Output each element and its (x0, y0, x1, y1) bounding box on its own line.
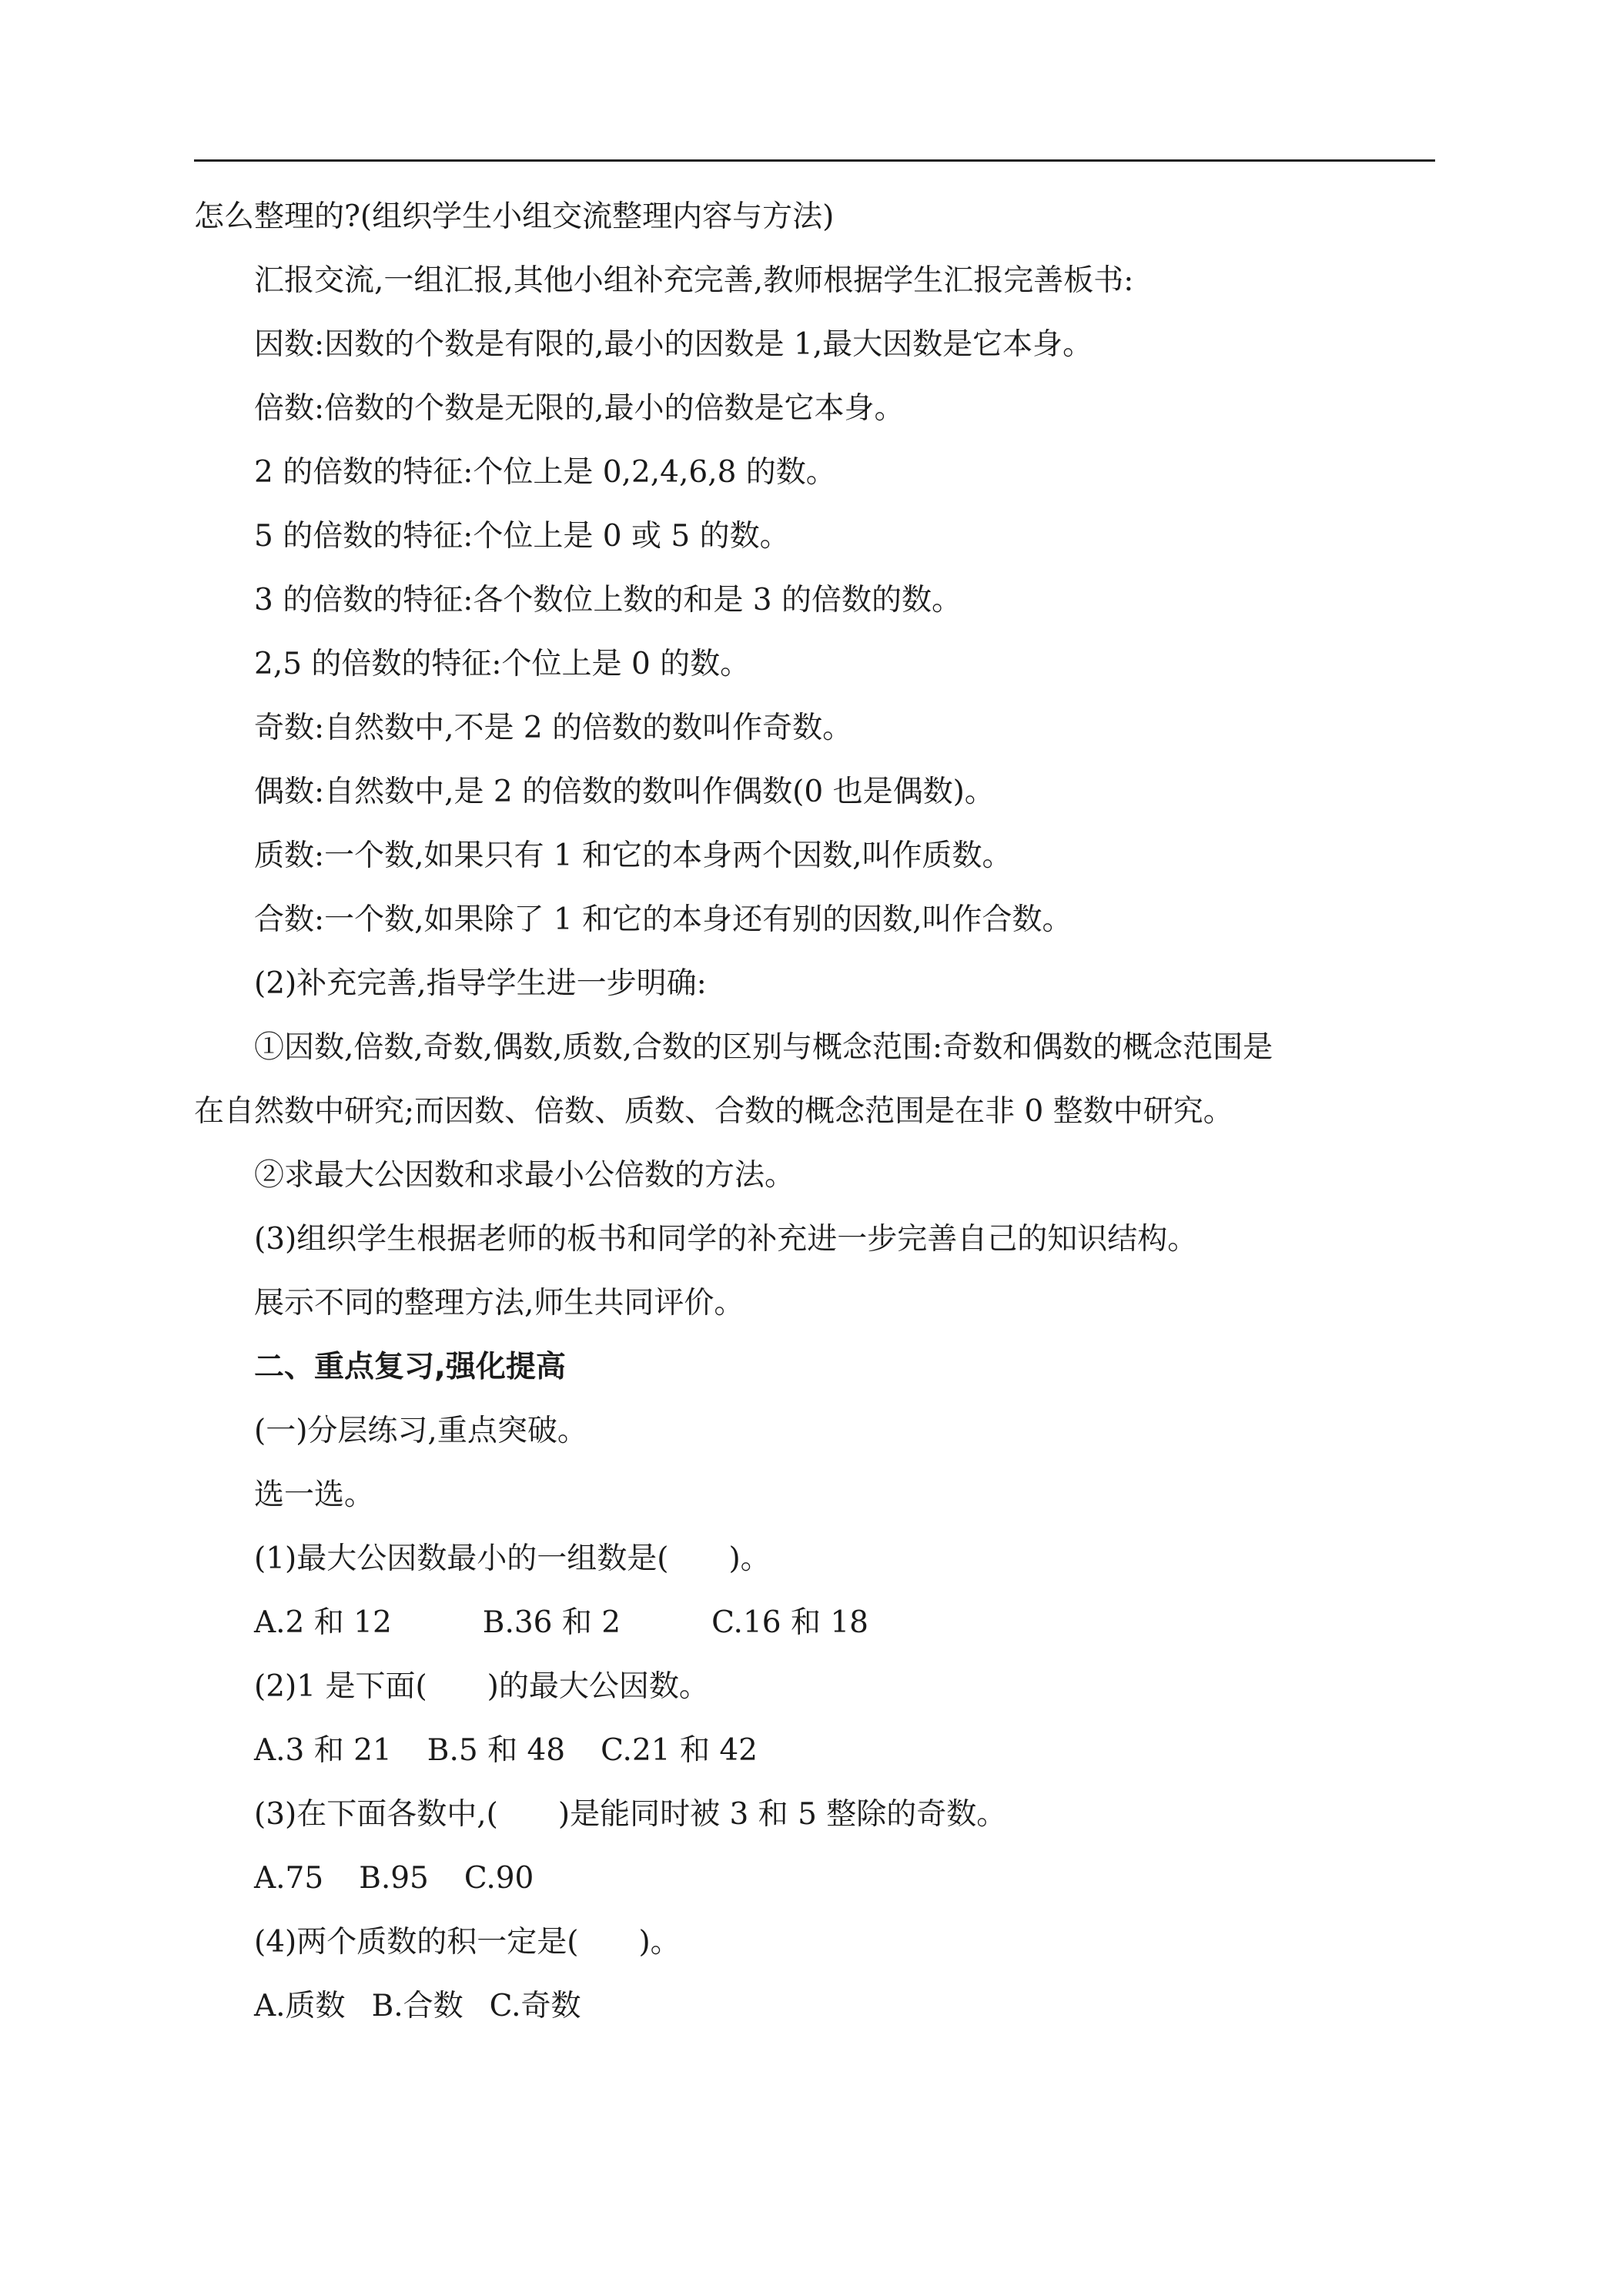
paragraph-line: 展示不同的整理方法,师生共同评价。 (254, 1286, 745, 1320)
paragraph-line: (2)补充完善,指导学生进一步明确: (254, 966, 707, 1001)
question-stem: (1)最大公因数最小的一组数是( )。 (254, 1541, 771, 1576)
paragraph-line: 汇报交流,一组汇报,其他小组补充完善,教师根据学生汇报完善板书: (254, 263, 1134, 298)
paragraph-line: (3)组织学生根据老师的板书和同学的补充进一步完善自己的知识结构。 (254, 1222, 1198, 1257)
question-stem: (3)在下面各数中,( )是能同时被 3 和 5 整除的奇数。 (254, 1797, 1007, 1832)
question-options (194, 1719, 1435, 1782)
definition-multiple: 倍数:倍数的个数是无限的,最小的倍数是它本身。 (254, 391, 905, 426)
header-rule (194, 159, 1435, 162)
option-a: A.质数 (254, 1989, 346, 2023)
question-options (194, 1846, 1435, 1910)
option-b: B.95 (359, 1861, 429, 1896)
option-b: B.5 和 48 (427, 1733, 566, 1768)
option-a: A.2 和 12 (254, 1605, 392, 1640)
document-body (194, 185, 1435, 2038)
rule-multiple-of-2: 2 的倍数的特征:个位上是 0,2,4,6,8 的数。 (254, 455, 836, 490)
question-options (194, 1974, 1435, 2038)
definition-even: 偶数:自然数中,是 2 的倍数的数叫作偶数(0 也是偶数)。 (254, 775, 995, 809)
paragraph-line: 在自然数中研究;而因数、倍数、质数、合数的概念范围是在非 0 整数中研究。 (194, 1094, 1233, 1129)
option-b: B.36 和 2 (482, 1605, 621, 1640)
option-c: C.16 和 18 (711, 1605, 868, 1640)
option-a: A.3 和 21 (254, 1733, 392, 1768)
option-b: B.合数 (371, 1989, 463, 2023)
paragraph-line: 怎么整理的?(组织学生小组交流整理内容与方法) (194, 199, 835, 234)
question-stem: (4)两个质数的积一定是( )。 (254, 1925, 681, 1960)
section-heading: 二、重点复习,强化提高 (254, 1350, 566, 1384)
paragraph-line: ②求最大公因数和求最小公倍数的方法。 (254, 1158, 795, 1193)
rule-multiple-of-5: 5 的倍数的特征:个位上是 0 或 5 的数。 (254, 519, 790, 554)
definition-odd: 奇数:自然数中,不是 2 的倍数的数叫作奇数。 (254, 711, 853, 745)
option-c: C.奇数 (489, 1989, 581, 2023)
question-stem: (2)1 是下面( )的最大公因数。 (254, 1669, 709, 1704)
question-options (194, 1591, 1435, 1655)
definition-composite: 合数:一个数,如果除了 1 和它的本身还有别的因数,叫作合数。 (254, 902, 1073, 937)
sub-heading: (一)分层练习,重点突破。 (254, 1414, 587, 1448)
rule-multiple-of-2-and-5: 2,5 的倍数的特征:个位上是 0 的数。 (254, 647, 751, 681)
option-a: A.75 (254, 1861, 324, 1896)
exercise-title: 选一选。 (254, 1478, 375, 1512)
option-c: C.21 和 42 (601, 1733, 758, 1768)
definition-factor: 因数:因数的个数是有限的,最小的因数是 1,最大因数是它本身。 (254, 327, 1093, 362)
rule-multiple-of-3: 3 的倍数的特征:各个数位上数的和是 3 的倍数的数。 (254, 583, 962, 618)
paragraph-line: ①因数,倍数,奇数,偶数,质数,合数的区别与概念范围:奇数和偶数的概念范围是 (254, 1030, 1273, 1065)
option-c: C.90 (463, 1861, 534, 1896)
definition-prime: 质数:一个数,如果只有 1 和它的本身两个因数,叫作质数。 (254, 838, 1012, 873)
